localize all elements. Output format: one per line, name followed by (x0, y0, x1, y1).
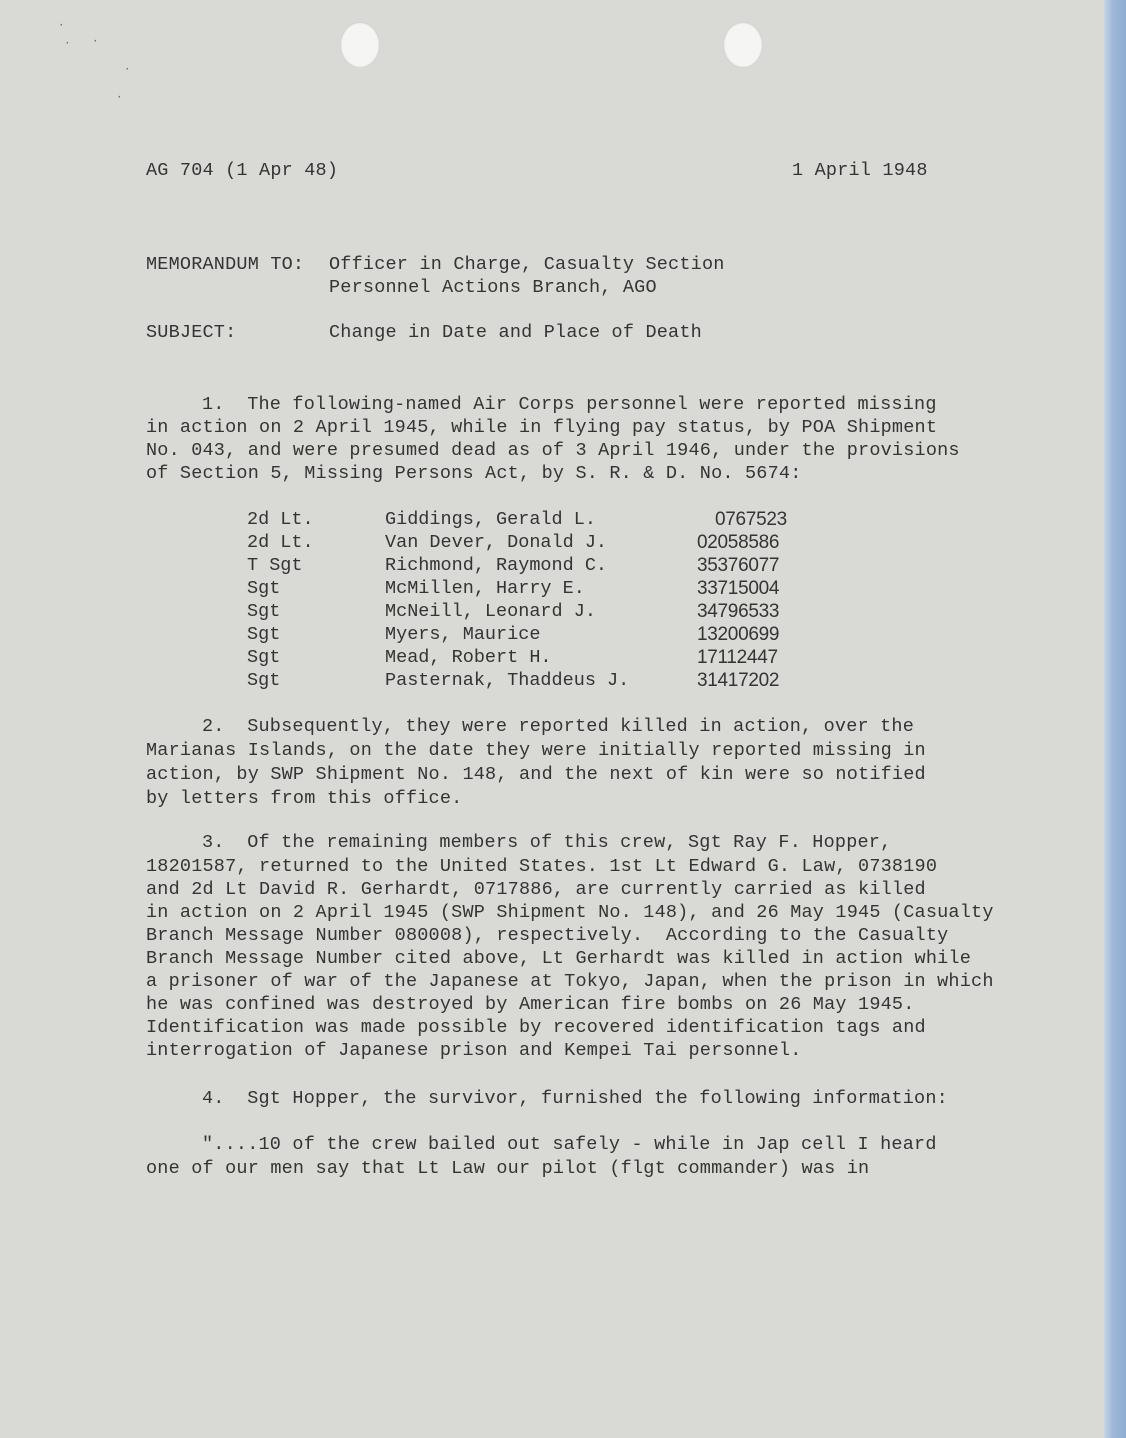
rank-cell: Sgt (247, 578, 281, 599)
rank-cell: Sgt (247, 601, 281, 622)
para2-line-4: by letters from this office. (146, 788, 463, 809)
page-edge (1104, 0, 1126, 1438)
paper-speck: · (64, 38, 71, 50)
rank-cell: Sgt (247, 670, 281, 691)
para3-line-7: a prisoner of war of the Japanese at Tokyo, Japan, when the prison in which (146, 971, 994, 992)
para3-line-9: Identification was made possible by recovered identification tags and (146, 1017, 926, 1038)
para2-line-2: Marianas Islands, on the date they were initially reported missing in (146, 740, 926, 761)
para2-line-1: 2. Subsequently, they were reported killed in action, over the (202, 716, 915, 737)
name-cell: Mead, Robert H. (385, 647, 552, 668)
punch-hole-right (723, 22, 763, 68)
para1-line-4: of Section 5, Missing Persons Act, by S. R. & D. No. 5674: (146, 463, 802, 484)
file-reference: AG 704 (1 Apr 48) (146, 160, 339, 181)
memo-to-line-1: Officer in Charge, Casualty Section (329, 254, 725, 275)
rank-cell: T Sgt (247, 555, 303, 576)
para3-line-3: and 2d Lt David R. Gerhardt, 0717886, are currently carried as killed (146, 879, 926, 900)
name-cell: Pasternak, Thaddeus J. (385, 670, 630, 691)
paper-speck: · (92, 36, 99, 48)
paper-speck: · (124, 64, 131, 76)
memo-to-label: MEMORANDUM TO: (146, 254, 305, 275)
name-cell: Richmond, Raymond C. (385, 555, 608, 576)
quote-line-1: "....10 of the crew bailed out safely - while in Jap cell I heard (202, 1134, 937, 1155)
paper-speck: · (58, 20, 65, 32)
para1-line-1: 1. The following-named Air Corps personnel were reported missing (202, 394, 937, 415)
serial-cell: 33715004 (697, 578, 780, 599)
para1-line-3: No. 043, and were presumed dead as of 3 April 1946, under the provisions (146, 440, 960, 461)
para3-line-4: in action on 2 April 1945 (SWP Shipment No. 148), and 26 May 1945 (Casualty (146, 902, 994, 923)
serial-cell: 13200699 (697, 624, 780, 645)
serial-cell: 35376077 (697, 555, 780, 576)
serial-cell: 31417202 (697, 670, 780, 691)
serial-cell: 17112447 (697, 647, 778, 668)
subject-text: Change in Date and Place of Death (329, 322, 702, 343)
para3-line-2: 18201587, returned to the United States. 1st Lt Edward G. Law, 0738190 (146, 856, 938, 877)
name-cell: McMillen, Harry E. (385, 578, 585, 599)
para3-line-8: he was confined was destroyed by American fire bombs on 26 May 1945. (146, 994, 915, 1015)
name-cell: McNeill, Leonard J. (385, 601, 596, 622)
quote-line-2: one of our men say that Lt Law our pilot (flgt commander) was in (146, 1158, 870, 1179)
rank-cell: Sgt (247, 647, 281, 668)
para2-line-3: action, by SWP Shipment No. 148, and the next of kin were so notified (146, 764, 926, 785)
name-cell: Giddings, Gerald L. (385, 509, 596, 530)
para4-line-1: 4. Sgt Hopper, the survivor, furnished the following information: (202, 1088, 948, 1109)
paper-speck: · (116, 92, 123, 104)
para3-line-5: Branch Message Number 080008), respectively. According to the Casualty (146, 925, 949, 946)
para3-line-10: interrogation of Japanese prison and Kempei Tai personnel. (146, 1040, 802, 1061)
punch-hole-left (340, 22, 380, 68)
serial-cell: 02058586 (697, 532, 780, 553)
rank-cell: 2d Lt. (247, 532, 314, 553)
subject-label: SUBJECT: (146, 322, 237, 343)
para1-line-2: in action on 2 April 1945, while in flying pay status, by POA Shipment (146, 417, 938, 438)
rank-cell: 2d Lt. (247, 509, 314, 530)
serial-cell: 34796533 (697, 601, 780, 622)
rank-cell: Sgt (247, 624, 281, 645)
memo-to-line-2: Personnel Actions Branch, AGO (329, 277, 657, 298)
name-cell: Van Dever, Donald J. (385, 532, 608, 553)
para3-line-1: 3. Of the remaining members of this crew, Sgt Ray F. Hopper, (202, 832, 892, 853)
serial-cell: 0767523 (715, 509, 787, 530)
para3-line-6: Branch Message Number cited above, Lt Gerhardt was killed in action while (146, 948, 972, 969)
name-cell: Myers, Maurice (385, 624, 541, 645)
memo-date: 1 April 1948 (792, 160, 928, 181)
